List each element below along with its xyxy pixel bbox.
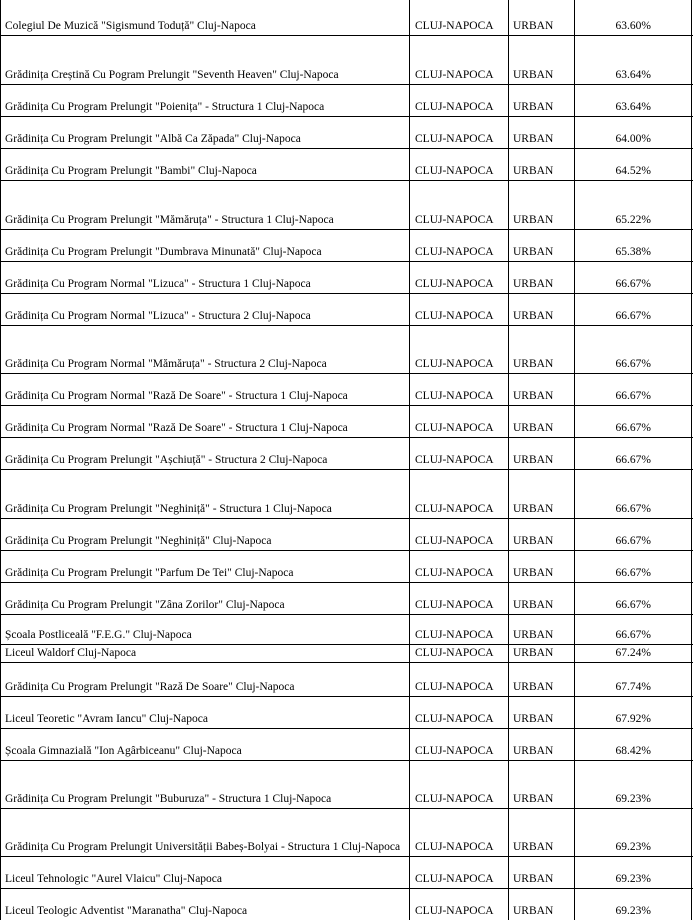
percent-cell-text: 69.23%	[615, 841, 651, 853]
percent-cell	[578, 0, 651, 35]
percent-cell	[578, 519, 651, 550]
city-cell-text: CLUJ-NAPOCA	[415, 454, 494, 466]
environment-cell	[513, 406, 573, 437]
percent-cell	[578, 230, 651, 261]
percent-cell-text: 67.74%	[615, 681, 651, 693]
environment-cell	[513, 519, 573, 550]
environment-cell-text: URBAN	[513, 567, 554, 579]
percent-cell	[578, 551, 651, 582]
city-cell	[415, 889, 509, 920]
percent-cell	[578, 615, 651, 644]
percent-cell	[578, 697, 651, 728]
city-cell	[415, 857, 509, 888]
percent-cell-text: 69.23%	[615, 793, 651, 805]
percent-cell-text: 63.60%	[615, 20, 651, 32]
percent-cell-text: 66.67%	[615, 503, 651, 515]
city-cell	[415, 117, 509, 148]
column-divider	[691, 0, 692, 920]
environment-cell	[513, 470, 573, 518]
environment-cell	[513, 230, 573, 261]
city-cell-text: CLUJ-NAPOCA	[415, 681, 494, 693]
city-cell-text: CLUJ-NAPOCA	[415, 647, 494, 659]
school-name-cell-text: Grădinița Cu Program Prelungit "Așchiuță" - Structura 2 Cluj-Napoca	[5, 454, 328, 466]
city-cell-text: CLUJ-NAPOCA	[415, 905, 494, 917]
environment-cell-text: URBAN	[513, 454, 554, 466]
school-name-cell	[5, 262, 401, 293]
city-cell	[415, 583, 509, 614]
city-cell	[415, 438, 509, 469]
city-cell	[415, 85, 509, 116]
environment-cell	[513, 181, 573, 229]
city-cell	[415, 149, 509, 180]
school-name-cell-text: Grădinița Cu Program Normal "Mămăruța" - Structura 2 Cluj-Napoca	[5, 358, 327, 370]
environment-cell-text: URBAN	[513, 503, 554, 515]
percent-cell	[578, 181, 651, 229]
column-divider	[409, 0, 410, 920]
percent-cell	[578, 889, 651, 920]
school-name-cell	[5, 615, 401, 644]
environment-cell	[513, 36, 573, 84]
school-name-cell	[5, 889, 401, 920]
environment-cell	[513, 809, 573, 856]
percent-cell-text: 66.67%	[615, 358, 651, 370]
percent-cell-text: 68.42%	[615, 745, 651, 757]
city-cell-text: CLUJ-NAPOCA	[415, 535, 494, 547]
city-cell-text: CLUJ-NAPOCA	[415, 841, 494, 853]
environment-cell-text: URBAN	[513, 873, 554, 885]
city-cell-text: CLUJ-NAPOCA	[415, 567, 494, 579]
city-cell	[415, 36, 509, 84]
city-cell-text: CLUJ-NAPOCA	[415, 599, 494, 611]
percent-cell-text: 66.67%	[615, 629, 651, 641]
school-name-cell	[5, 85, 401, 116]
city-cell-text: CLUJ-NAPOCA	[415, 873, 494, 885]
city-cell-text: CLUJ-NAPOCA	[415, 246, 494, 258]
city-cell-text: CLUJ-NAPOCA	[415, 278, 494, 290]
percent-cell-text: 63.64%	[615, 101, 651, 113]
environment-cell	[513, 326, 573, 373]
percent-cell	[578, 374, 651, 405]
school-name-cell	[5, 181, 401, 229]
school-name-cell	[5, 697, 401, 728]
percent-cell	[578, 857, 651, 888]
school-name-cell	[5, 374, 401, 405]
school-name-cell-text: Grădinița Cu Program Prelungit "Neghiniță" - Structura 1 Cluj-Napoca	[5, 503, 332, 515]
percent-cell-text: 66.67%	[615, 422, 651, 434]
city-cell-text: CLUJ-NAPOCA	[415, 69, 494, 81]
school-name-cell-text: Grădinița Cu Program Prelungit "Parfum De Tei" Cluj-Napoca	[5, 567, 294, 579]
environment-cell-text: URBAN	[513, 647, 554, 659]
environment-cell-text: URBAN	[513, 101, 554, 113]
percent-cell	[578, 809, 651, 856]
school-name-cell-text: Liceul Teoretic "Avram Iancu" Cluj-Napoca	[5, 713, 208, 725]
city-cell	[415, 551, 509, 582]
environment-cell	[513, 761, 573, 808]
school-name-cell-text: Liceul Tehnologic "Aurel Vlaicu" Cluj-Napoca	[5, 873, 223, 885]
school-name-cell-text: Grădinița Cu Program Prelungit "Dumbrava Minunată" Cluj-Napoca	[5, 246, 322, 258]
environment-cell-text: URBAN	[513, 905, 554, 917]
school-name-cell	[5, 0, 401, 35]
school-name-cell-text: Grădinița Cu Program Prelungit "Buburuza" - Structura 1 Cluj-Napoca	[5, 793, 332, 805]
percent-cell	[578, 583, 651, 614]
city-cell-text: CLUJ-NAPOCA	[415, 390, 494, 402]
school-name-cell	[5, 406, 401, 437]
school-name-cell-text: Școala Gimnazială "Ion Agârbiceanu" Cluj-Napoca	[5, 745, 242, 757]
percent-cell-text: 66.67%	[615, 535, 651, 547]
environment-cell-text: URBAN	[513, 390, 554, 402]
city-cell	[415, 181, 509, 229]
environment-cell-text: URBAN	[513, 599, 554, 611]
school-name-cell	[5, 645, 401, 662]
city-cell-text: CLUJ-NAPOCA	[415, 133, 494, 145]
environment-cell-text: URBAN	[513, 20, 554, 32]
school-name-cell	[5, 857, 401, 888]
city-cell	[415, 729, 509, 760]
environment-cell-text: URBAN	[513, 713, 554, 725]
school-name-cell	[5, 438, 401, 469]
percent-cell-text: 66.67%	[615, 278, 651, 290]
school-name-cell	[5, 470, 401, 518]
percent-cell	[578, 663, 651, 696]
column-divider	[574, 0, 575, 920]
school-name-cell-text: Grădinița Cu Program Prelungit "Albă Ca Zăpada" Cluj-Napoca	[5, 133, 301, 145]
percent-cell-text: 66.67%	[615, 310, 651, 322]
environment-cell	[513, 729, 573, 760]
school-name-cell	[5, 761, 401, 808]
school-name-cell-text: Grădinița Cu Program Prelungit "Zâna Zorilor" Cluj-Napoca	[5, 599, 285, 611]
percent-cell-text: 66.67%	[615, 454, 651, 466]
environment-cell-text: URBAN	[513, 278, 554, 290]
city-cell	[415, 294, 509, 325]
environment-cell	[513, 85, 573, 116]
environment-cell-text: URBAN	[513, 214, 554, 226]
school-name-cell-text: Grădinița Cu Program Normal "Rază De Soare" - Structura 1 Cluj-Napoca	[5, 422, 348, 434]
school-name-cell	[5, 149, 401, 180]
city-cell	[415, 761, 509, 808]
city-cell-text: CLUJ-NAPOCA	[415, 422, 494, 434]
percent-cell	[578, 470, 651, 518]
city-cell	[415, 406, 509, 437]
school-name-cell	[5, 809, 401, 856]
percent-cell-text: 63.64%	[615, 69, 651, 81]
environment-cell	[513, 663, 573, 696]
school-name-cell-text: Grădinița Cu Program Prelungit "Rază De Soare" Cluj-Napoca	[5, 681, 295, 693]
school-name-cell-text: Liceul Teologic Adventist "Maranatha" Cluj-Napoca	[5, 905, 248, 917]
environment-cell-text: URBAN	[513, 69, 554, 81]
percent-cell-text: 66.67%	[615, 567, 651, 579]
school-name-cell	[5, 230, 401, 261]
environment-cell	[513, 438, 573, 469]
school-name-cell	[5, 294, 401, 325]
environment-cell-text: URBAN	[513, 310, 554, 322]
school-name-cell-text: Colegiul De Muzică "Sigismund Toduță" Cluj-Napoca	[5, 20, 256, 32]
percent-cell-text: 69.23%	[615, 905, 651, 917]
environment-cell	[513, 857, 573, 888]
environment-cell	[513, 583, 573, 614]
environment-cell	[513, 117, 573, 148]
school-name-cell	[5, 326, 401, 373]
environment-cell-text: URBAN	[513, 358, 554, 370]
school-name-cell	[5, 729, 401, 760]
city-cell	[415, 262, 509, 293]
school-name-cell-text: Grădinița Cu Program Normal "Lizuca" - Structura 1 Cluj-Napoca	[5, 278, 311, 290]
city-cell	[415, 615, 509, 644]
environment-cell	[513, 697, 573, 728]
environment-cell	[513, 551, 573, 582]
percent-cell-text: 66.67%	[615, 390, 651, 402]
school-name-cell-text: Grădinița Creștină Cu Pogram Prelungit "Seventh Heaven" Cluj-Napoca	[5, 69, 339, 81]
percent-cell	[578, 761, 651, 808]
percent-cell-text: 67.24%	[615, 647, 651, 659]
environment-cell-text: URBAN	[513, 133, 554, 145]
school-name-cell	[5, 551, 401, 582]
percent-cell-text: 65.38%	[615, 246, 651, 258]
school-name-cell-text: Grădinița Cu Program Prelungit "Neghiniță" Cluj-Napoca	[5, 535, 272, 547]
city-cell-text: CLUJ-NAPOCA	[415, 310, 494, 322]
school-name-cell	[5, 519, 401, 550]
school-name-cell-text: Grădinița Cu Program Normal "Rază De Soare" - Structura 1 Cluj-Napoca	[5, 390, 348, 402]
environment-cell-text: URBAN	[513, 841, 554, 853]
city-cell-text: CLUJ-NAPOCA	[415, 214, 494, 226]
city-cell	[415, 645, 509, 662]
city-cell-text: CLUJ-NAPOCA	[415, 745, 494, 757]
city-cell	[415, 374, 509, 405]
city-cell-text: CLUJ-NAPOCA	[415, 20, 494, 32]
environment-cell	[513, 889, 573, 920]
city-cell-text: CLUJ-NAPOCA	[415, 165, 494, 177]
percent-cell-text: 66.67%	[615, 599, 651, 611]
environment-cell-text: URBAN	[513, 246, 554, 258]
percent-cell-text: 64.52%	[615, 165, 651, 177]
school-name-cell-text: Grădinița Cu Program Normal "Lizuca" - Structura 2 Cluj-Napoca	[5, 310, 311, 322]
column-divider	[0, 0, 1, 920]
city-cell-text: CLUJ-NAPOCA	[415, 629, 494, 641]
school-name-cell-text: Liceul Waldorf Cluj-Napoca	[5, 647, 137, 659]
city-cell-text: CLUJ-NAPOCA	[415, 713, 494, 725]
percent-cell-text: 64.00%	[615, 133, 651, 145]
city-cell	[415, 326, 509, 373]
percent-cell-text: 65.22%	[615, 214, 651, 226]
school-name-cell-text: Grădinița Cu Program Prelungit "Bambi" Cluj-Napoca	[5, 165, 257, 177]
environment-cell	[513, 645, 573, 662]
environment-cell-text: URBAN	[513, 745, 554, 757]
environment-cell-text: URBAN	[513, 793, 554, 805]
school-name-cell-text: Grădinița Cu Program Prelungit "Poienița" - Structura 1 Cluj-Napoca	[5, 101, 325, 113]
percent-cell	[578, 149, 651, 180]
city-cell	[415, 697, 509, 728]
school-name-cell	[5, 36, 401, 84]
percent-cell	[578, 262, 651, 293]
environment-cell-text: URBAN	[513, 165, 554, 177]
city-cell	[415, 663, 509, 696]
city-cell	[415, 0, 509, 35]
school-name-cell-text: Grădinița Cu Program Prelungit "Mămăruța" - Structura 1 Cluj-Napoca	[5, 214, 334, 226]
percent-cell-text: 67.92%	[615, 713, 651, 725]
environment-cell	[513, 615, 573, 644]
city-cell	[415, 470, 509, 518]
school-name-cell	[5, 663, 401, 696]
school-name-cell-text: Grădinița Cu Program Prelungit Universității Babeș-Bolyai - Structura 1 Cluj-Napoca	[5, 841, 401, 853]
environment-cell-text: URBAN	[513, 681, 554, 693]
environment-cell-text: URBAN	[513, 422, 554, 434]
city-cell	[415, 519, 509, 550]
environment-cell	[513, 262, 573, 293]
city-cell	[415, 230, 509, 261]
percent-cell	[578, 294, 651, 325]
school-name-cell	[5, 117, 401, 148]
percent-cell	[578, 438, 651, 469]
city-cell-text: CLUJ-NAPOCA	[415, 358, 494, 370]
percent-cell	[578, 645, 651, 662]
school-name-cell	[5, 583, 401, 614]
environment-cell	[513, 374, 573, 405]
city-cell-text: CLUJ-NAPOCA	[415, 503, 494, 515]
city-cell-text: CLUJ-NAPOCA	[415, 793, 494, 805]
school-name-cell-text: Școala Postliceală "F.E.G." Cluj-Napoca	[5, 629, 192, 641]
environment-cell	[513, 0, 573, 35]
city-cell-text: CLUJ-NAPOCA	[415, 101, 494, 113]
percent-cell-text: 69.23%	[615, 873, 651, 885]
environment-cell	[513, 149, 573, 180]
environment-cell-text: URBAN	[513, 629, 554, 641]
environment-cell-text: URBAN	[513, 535, 554, 547]
percent-cell	[578, 729, 651, 760]
percent-cell	[578, 117, 651, 148]
percent-cell	[578, 326, 651, 373]
percent-cell	[578, 36, 651, 84]
city-cell	[415, 809, 509, 856]
percent-cell	[578, 85, 651, 116]
environment-cell	[513, 294, 573, 325]
percent-cell	[578, 406, 651, 437]
